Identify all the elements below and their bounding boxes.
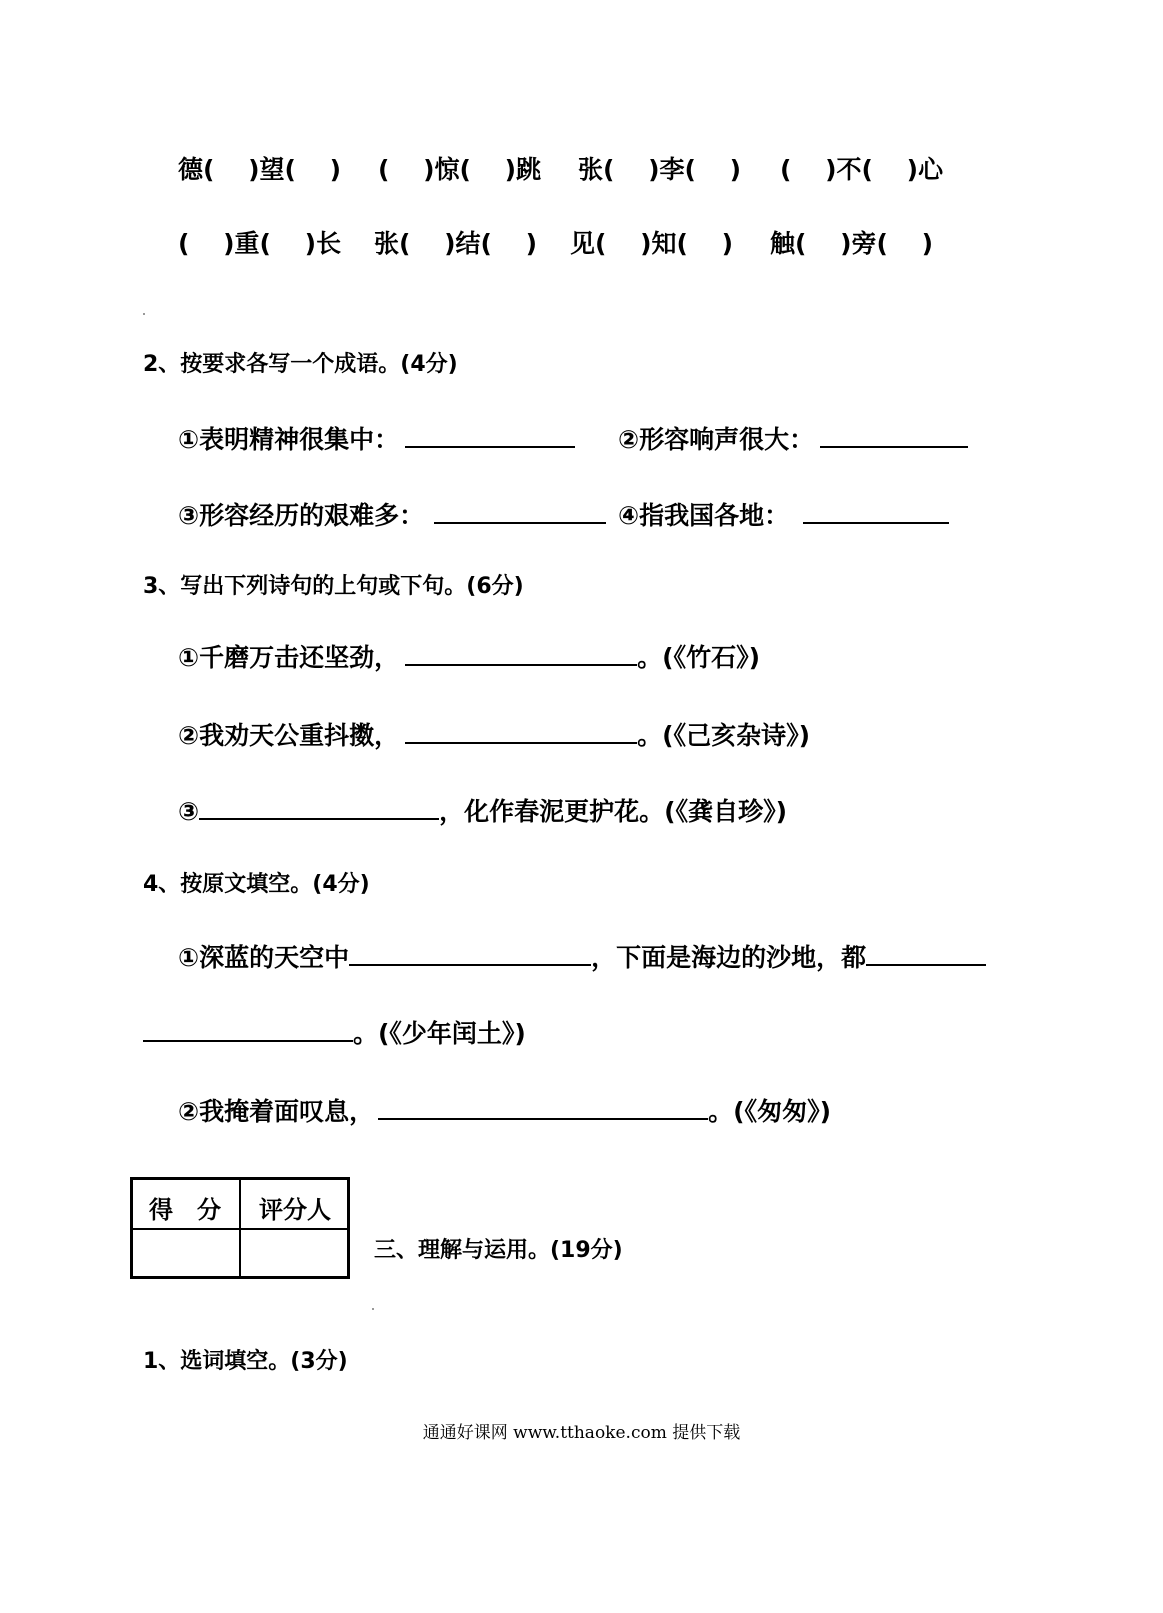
- answer-blank[interactable]: [199, 796, 439, 820]
- score-header: 得 分: [149, 1196, 221, 1224]
- q3-title: 3、写出下列诗句的上句或下句。(6分): [143, 574, 524, 599]
- table-divider: [133, 1228, 347, 1230]
- answer-blank[interactable]: [820, 424, 968, 448]
- q3-item-1-tail: 。(《竹石》): [637, 643, 761, 672]
- q3-item-1-text: ①千磨万击还坚劲，: [178, 643, 400, 672]
- idiom-cell: ( )重( )长: [178, 229, 342, 258]
- q3-item-2-tail: 。(《己亥杂诗》): [637, 721, 811, 750]
- q4-item-1-mid: ，下面是海边的沙地，都: [591, 943, 867, 972]
- idiom-cell: ( )惊( )跳: [378, 155, 542, 184]
- q4-item-1: [178, 938, 986, 974]
- answer-blank[interactable]: [866, 942, 986, 966]
- q2-item-3-label: ③形容经历的艰难多：: [178, 501, 425, 530]
- q2-item-4: [618, 496, 949, 532]
- q2-item-2: [618, 420, 968, 456]
- idiom-cell: 张( )李( ): [578, 155, 742, 184]
- q2-item-2-label: ②形容响声很大：: [618, 425, 815, 454]
- score-table: [130, 1177, 350, 1279]
- s3-q1-title: 1、选词填空。(3分): [143, 1349, 348, 1374]
- q3-item-1: [178, 638, 760, 674]
- q3-item-3: [178, 792, 787, 828]
- answer-blank[interactable]: [405, 720, 637, 744]
- q4-item-1-text: ①深蓝的天空中: [178, 943, 350, 972]
- answer-blank[interactable]: [405, 424, 575, 448]
- grader-header: 评分人: [259, 1196, 331, 1224]
- idiom-cell: ( )不( )心: [780, 155, 944, 184]
- q4-item-1-tail: 。(《少年闰土》): [353, 1019, 526, 1048]
- q4-item-2-text: ②我掩着面叹息，: [178, 1097, 375, 1126]
- answer-blank[interactable]: [803, 500, 949, 524]
- q2-item-4-label: ④指我国各地：: [618, 501, 790, 530]
- idiom-cell: 张( )结( ): [374, 229, 538, 258]
- section-3-title: 三、理解与运用。(19分): [374, 1238, 623, 1263]
- q4-item-1-cont: [143, 1014, 526, 1050]
- idiom-cell: 见( )知( ): [570, 229, 734, 258]
- q3-item-2: [178, 716, 810, 752]
- q4-title: 4、按原文填空。(4分): [143, 872, 370, 897]
- q4-item-2: [178, 1092, 831, 1128]
- answer-blank[interactable]: [378, 1096, 708, 1120]
- idiom-row-2: [178, 224, 933, 260]
- answer-blank[interactable]: [143, 1018, 353, 1042]
- q3-item-3-tail: ，化作春泥更护花。(《龚自珍》): [439, 797, 788, 826]
- q3-item-3-num: ③: [178, 797, 200, 826]
- answer-blank[interactable]: [434, 500, 606, 524]
- q2-item-1: [178, 420, 575, 456]
- q2-item-1-label: ①表明精神很集中：: [178, 425, 400, 454]
- answer-blank[interactable]: [349, 942, 591, 966]
- idiom-cell: 触( )旁( ): [770, 229, 934, 258]
- scan-speck: [143, 313, 145, 315]
- q2-title: 2、按要求各写一个成语。(4分): [143, 352, 458, 377]
- q2-item-3: [178, 496, 606, 532]
- idiom-cell: 德( )望( ): [178, 155, 342, 184]
- q3-item-2-text: ②我劝天公重抖擞，: [178, 721, 400, 750]
- answer-blank[interactable]: [405, 642, 637, 666]
- idiom-row-1: [178, 150, 943, 186]
- footer-text: 通通好课网 www.tthaoke.com 提供下载: [422, 1423, 741, 1443]
- q4-item-2-tail: 。(《匆匆》): [708, 1097, 832, 1126]
- scan-speck: [372, 1308, 374, 1310]
